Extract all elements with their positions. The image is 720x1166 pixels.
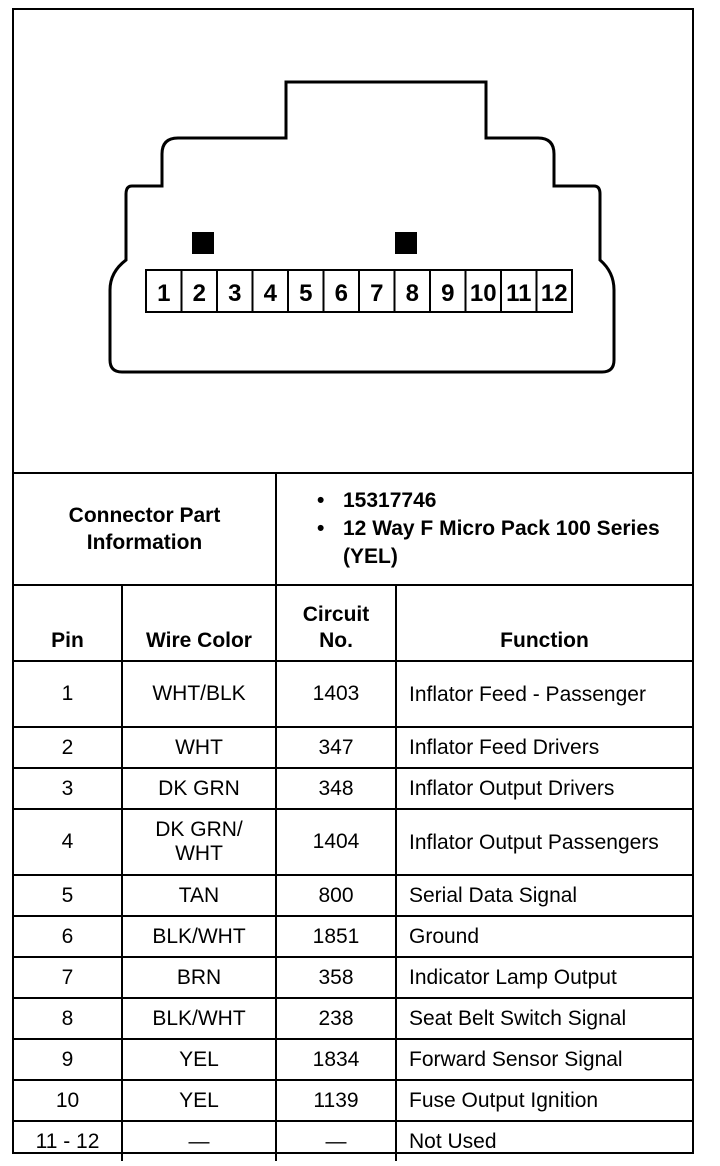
function-cell — [396, 768, 692, 809]
pin-cell-text: 8 — [61, 1006, 74, 1030]
part-info-values — [276, 473, 692, 585]
circuit-cell — [276, 661, 396, 727]
terminal-number: 1 — [157, 280, 171, 307]
wire-color-cell — [122, 661, 276, 727]
header-pin: Pin — [14, 585, 122, 661]
circuit-cell — [276, 875, 396, 916]
circuit-cell — [276, 916, 396, 957]
table-row — [14, 727, 692, 768]
function-cell — [396, 998, 692, 1039]
pin-cell — [14, 809, 122, 875]
function-cell — [396, 809, 692, 875]
pin-cell-text: 9 — [61, 1047, 74, 1071]
wire-color-cell-text: WHT/BLK — [152, 682, 246, 705]
table-row — [14, 1080, 692, 1121]
table-row — [14, 957, 692, 998]
pin-cell — [14, 1039, 122, 1080]
pin-cell — [14, 957, 122, 998]
wire-color-cell — [122, 1080, 276, 1121]
wire-color-cell-text: YEL — [179, 1047, 219, 1071]
pin-cell — [14, 768, 122, 809]
wire-color-cell-text: TAN — [178, 883, 220, 907]
wire-color-cell — [122, 998, 276, 1039]
pin-cell — [14, 727, 122, 768]
function-cell — [396, 1039, 692, 1080]
wire-color-cell — [122, 916, 276, 957]
function-cell-text: Inflator Output Drivers — [409, 777, 615, 800]
pin-cell-text: 11 - 12 — [35, 1129, 100, 1153]
connector-face-diagram — [14, 10, 692, 472]
function-cell-text: Fuse Output Ignition — [409, 1089, 599, 1112]
terminal-row — [146, 270, 572, 312]
polarization-key-pin-2 — [192, 232, 214, 254]
terminal-number: 8 — [405, 280, 419, 307]
pin-cell-text: 5 — [61, 883, 74, 907]
circuit-cell-text: 1834 — [312, 1047, 360, 1071]
wire-color-cell-text: BLK/WHT — [152, 924, 246, 948]
wire-color-cell — [122, 875, 276, 916]
circuit-cell-text: 1404 — [312, 830, 360, 853]
connector-housing-outline — [110, 82, 614, 372]
circuit-cell — [276, 998, 396, 1039]
terminal-number: 4 — [263, 280, 277, 307]
connector-sheet — [12, 8, 694, 1154]
connector-face-svg — [14, 10, 692, 472]
pin-cell-text: 6 — [61, 924, 74, 948]
function-cell-text: Inflator Feed Drivers — [409, 736, 600, 759]
table-header-row — [14, 585, 692, 661]
wire-color-cell-text: WHT — [175, 735, 223, 759]
function-cell — [396, 875, 692, 916]
connector-info-table — [14, 472, 692, 1161]
pin-cell — [14, 1080, 122, 1121]
table-row — [14, 661, 692, 727]
circuit-cell — [276, 1039, 396, 1080]
terminal-number: 9 — [441, 280, 455, 307]
circuit-cell-text: 347 — [318, 735, 354, 759]
pin-cell — [14, 998, 122, 1039]
header-function: Function — [396, 585, 692, 661]
function-cell-text: Ground — [409, 925, 480, 948]
function-cell — [396, 661, 692, 727]
circuit-cell — [276, 1121, 396, 1161]
pin-cell-text: 4 — [61, 830, 74, 853]
terminal-number: 7 — [370, 280, 384, 307]
circuit-cell-text: 238 — [318, 1006, 354, 1030]
wire-color-cell — [122, 809, 276, 875]
circuit-cell — [276, 1080, 396, 1121]
pin-cell — [14, 875, 122, 916]
function-cell — [396, 1080, 692, 1121]
header-wire-color: Wire Color — [122, 585, 276, 661]
circuit-cell-text: 358 — [318, 965, 354, 989]
wire-color-cell-text: YEL — [179, 1088, 219, 1112]
table-row — [14, 1121, 692, 1161]
circuit-cell — [276, 727, 396, 768]
function-cell-text: Indicator Lamp Output — [409, 966, 617, 989]
terminal-number: 5 — [299, 280, 313, 307]
circuit-cell — [276, 957, 396, 998]
table-row — [14, 998, 692, 1039]
wire-color-cell — [122, 768, 276, 809]
pin-cell-text: 2 — [61, 735, 74, 759]
circuit-cell-text: — — [325, 1129, 347, 1153]
pin-cell-text: 3 — [61, 776, 74, 800]
wire-color-cell-text: BRN — [176, 965, 222, 989]
terminal-number: 11 — [506, 280, 532, 307]
function-cell-text: Inflator Output Passengers — [409, 830, 659, 854]
function-cell-text: Seat Belt Switch Signal — [409, 1007, 627, 1030]
terminal-number: 2 — [192, 280, 206, 307]
wire-color-cell — [122, 1121, 276, 1161]
function-cell-text: Inflator Feed - Passenger — [409, 682, 646, 706]
function-cell-text: Not Used — [409, 1130, 497, 1153]
terminal-number: 12 — [540, 280, 568, 307]
pin-cell-text: 7 — [61, 965, 74, 989]
part-number: • 15317746 — [317, 487, 692, 515]
pin-cell — [14, 916, 122, 957]
function-cell-text: Forward Sensor Signal — [409, 1048, 623, 1071]
polarization-key-pin-8 — [395, 232, 417, 254]
terminal-number: 6 — [334, 280, 348, 307]
circuit-cell-text: 1403 — [312, 682, 360, 705]
wire-color-cell-text: — — [188, 1129, 210, 1153]
table-row — [14, 875, 692, 916]
function-cell — [396, 957, 692, 998]
function-cell — [396, 1121, 692, 1161]
wire-color-cell — [122, 957, 276, 998]
function-cell — [396, 916, 692, 957]
pin-cell-text: 1 — [61, 682, 74, 705]
terminal-number: 3 — [228, 280, 242, 307]
part-info-label-text: Connector Part Information — [68, 504, 221, 554]
part-description: • 12 Way F Micro Pack 100 Series (YEL) — [317, 515, 692, 571]
circuit-cell-text: 348 — [318, 776, 354, 800]
wire-color-cell-text: BLK/WHT — [152, 1006, 246, 1030]
pin-cell — [14, 661, 122, 727]
circuit-cell — [276, 768, 396, 809]
pin-cell — [14, 1121, 122, 1161]
table-row — [14, 809, 692, 875]
wire-color-cell-text: DK GRN/ WHT — [155, 818, 243, 865]
wire-color-cell-text: DK GRN — [158, 776, 240, 800]
pin-cell-text: 10 — [55, 1088, 80, 1112]
circuit-cell-text: 1851 — [312, 924, 360, 948]
terminal-number: 10 — [469, 280, 497, 307]
function-cell-text: Serial Data Signal — [409, 884, 578, 907]
table-row — [14, 768, 692, 809]
part-info-row — [14, 473, 692, 585]
table-row — [14, 916, 692, 957]
part-info-label — [14, 473, 276, 585]
function-cell — [396, 727, 692, 768]
circuit-cell-text: 800 — [318, 883, 354, 907]
circuit-cell — [276, 809, 396, 875]
wire-color-cell — [122, 727, 276, 768]
header-circuit-text: Circuit No. — [302, 603, 370, 652]
circuit-cell-text: 1139 — [313, 1088, 359, 1112]
wire-color-cell — [122, 1039, 276, 1080]
table-row — [14, 1039, 692, 1080]
header-circuit — [276, 585, 396, 661]
